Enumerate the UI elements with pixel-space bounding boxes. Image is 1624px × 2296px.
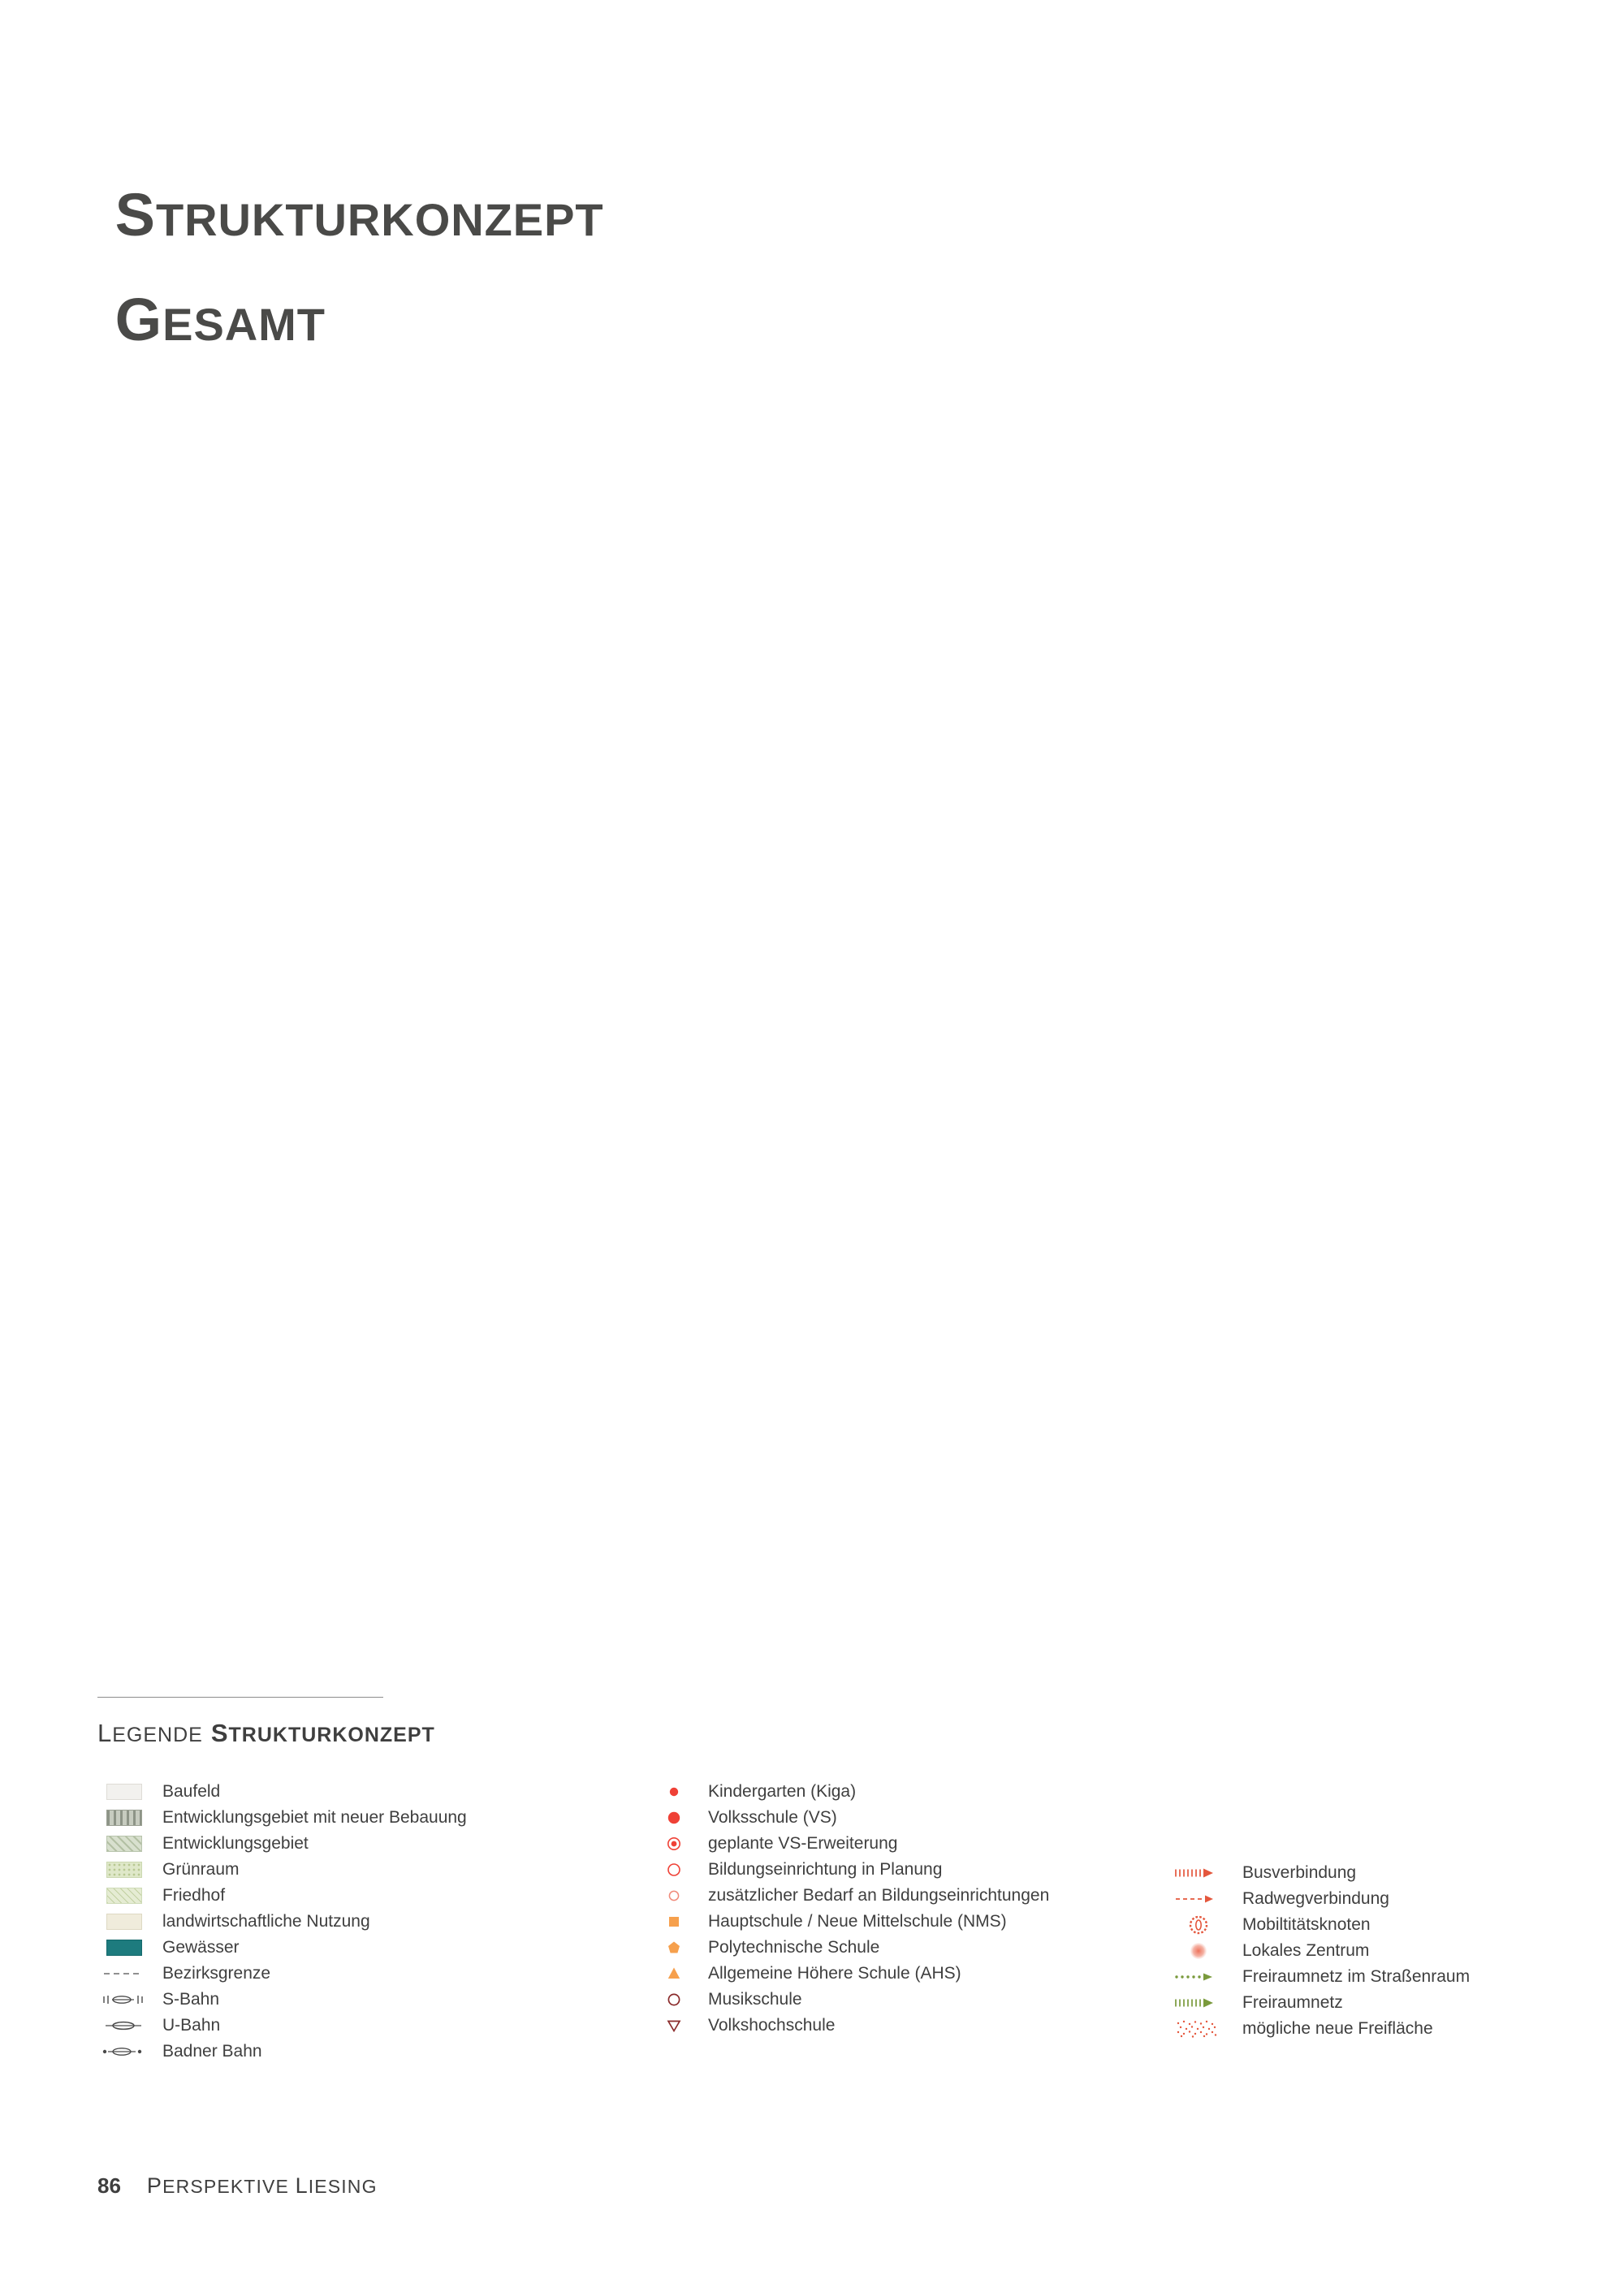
legend-item-musikschule — [658, 1987, 1161, 2013]
legend-item-hauptschule-nms — [658, 1909, 1161, 1935]
legend-item-label: Radwegverbindung — [1242, 1889, 1389, 1909]
legend-item-u-bahn — [97, 2013, 552, 2039]
circle-outline-small-icon — [658, 1885, 690, 1906]
legend-item-label: Entwicklungsgebiet — [162, 1834, 309, 1854]
dot-soft-red-icon — [1169, 1940, 1228, 1962]
legend-item-volkshochschule — [658, 2013, 1161, 2039]
legend-item-kindergarten — [658, 1779, 1161, 1805]
legend-item-label: mögliche neue Freifläche — [1242, 2019, 1433, 2039]
legend-item-label: Bildungseinrichtung in Planung — [708, 1860, 943, 1880]
legend-heading-prefix: LEGENDE — [97, 1719, 203, 1747]
legend-item-label: Badner Bahn — [162, 2042, 262, 2061]
triangle-up-filled-icon — [658, 1963, 690, 1984]
page-title — [97, 162, 1072, 373]
legend-item-baufeld — [97, 1779, 552, 1805]
legend-item-label: Musikschule — [708, 1990, 802, 2009]
legend-item-label: geplante VS-Erweiterung — [708, 1834, 898, 1854]
legend-item-label: Polytechnische Schule — [708, 1938, 880, 1957]
legend-column-bildung — [658, 1779, 1161, 2039]
legend-item-gruenraum — [97, 1857, 552, 1883]
circle-outline-dark-icon — [658, 1989, 690, 2010]
footer-document-title: PERSPEKTIVE LIESING — [146, 2173, 378, 2198]
page-footer — [97, 2173, 378, 2199]
knot-ring-icon — [1169, 1914, 1228, 1936]
legend-item-label: Kindergarten (Kiga) — [708, 1782, 857, 1802]
legend-item-mobilitaetsknoten — [1169, 1912, 1527, 1938]
legend-item-entwicklungsgebiet — [97, 1831, 552, 1857]
legend-item-freiraumnetz-strassenraum — [1169, 1964, 1527, 1990]
legend-item-label: Volkshochschule — [708, 2016, 836, 2035]
arrow-dashed-red-icon — [1169, 1888, 1228, 1910]
swatch-friedhof-icon — [97, 1885, 151, 1906]
legend-column-flaechen — [97, 1779, 552, 2065]
legend-item-bildungseinrichtung-planung — [658, 1857, 1161, 1883]
legend-item-radwegverbindung — [1169, 1886, 1527, 1912]
dot-ring-filled-icon — [658, 1833, 690, 1854]
legend-item-badner-bahn — [97, 2039, 552, 2065]
legend-item-label: Hauptschule / Neue Mittelschule (NMS) — [708, 1912, 1007, 1931]
legend-item-label: Friedhof — [162, 1886, 226, 1905]
page-title-line-2: GESAMT — [114, 285, 326, 353]
triangle-down-outline-icon — [658, 2015, 690, 2036]
pentagon-filled-icon — [658, 1937, 690, 1958]
legend-column-mobilitaet-freiraum — [1169, 1860, 1527, 2042]
swatch-landwirtschaft-icon — [97, 1911, 151, 1932]
legend-item-landwirtschaft — [97, 1909, 552, 1935]
legend — [97, 1697, 1527, 2061]
circle-outline-icon — [658, 1859, 690, 1880]
legend-item-label: Gewässer — [162, 1938, 240, 1957]
arrow-hatched-green-icon — [1169, 1992, 1228, 2013]
page-title-line-1: STRUKTURKONZEPT — [114, 180, 604, 248]
legend-heading — [97, 1719, 1527, 1748]
legend-item-freiraumnetz — [1169, 1990, 1527, 2016]
badner-bahn-line-icon — [97, 2041, 151, 2062]
arrow-dotted-green-icon — [1169, 1966, 1228, 1987]
s-bahn-line-icon — [97, 1989, 151, 2010]
stipple-red-patch-icon — [1169, 2018, 1228, 2039]
legend-item-moegliche-neue-freiflaeche — [1169, 2016, 1527, 2042]
legend-item-label: landwirtschaftliche Nutzung — [162, 1912, 370, 1931]
legend-item-label: Freiraumnetz im Straßenraum — [1242, 1967, 1471, 1987]
legend-item-label: Baufeld — [162, 1782, 221, 1802]
arrow-hatched-red-icon — [1169, 1862, 1228, 1884]
dot-small-filled-icon — [658, 1781, 690, 1802]
legend-item-label: Mobiltitätsknoten — [1242, 1915, 1371, 1935]
swatch-entwicklungsgebiet-neu-icon — [97, 1807, 151, 1828]
legend-item-zusaetzlicher-bedarf — [658, 1883, 1161, 1909]
bezirksgrenze-dashed-line-icon — [97, 1963, 151, 1984]
legend-item-friedhof — [97, 1883, 552, 1909]
dot-filled-icon — [658, 1807, 690, 1828]
legend-item-lokales-zentrum — [1169, 1938, 1527, 1964]
legend-item-label: Allgemeine Höhere Schule (AHS) — [708, 1964, 961, 1983]
square-filled-icon — [658, 1911, 690, 1932]
swatch-gruenraum-icon — [97, 1859, 151, 1880]
legend-item-label: S-Bahn — [162, 1990, 220, 2009]
legend-item-label: Entwicklungsgebiet mit neuer Bebauung — [162, 1808, 467, 1828]
legend-divider — [97, 1697, 383, 1698]
legend-item-label: Bezirksgrenze — [162, 1964, 271, 1983]
legend-heading-bold: STRUKTURKONZEPT — [210, 1719, 435, 1747]
legend-item-label: Volksschule (VS) — [708, 1808, 837, 1828]
legend-item-label: Lokales Zentrum — [1242, 1941, 1370, 1961]
legend-item-s-bahn — [97, 1987, 552, 2013]
swatch-entwicklungsgebiet-icon — [97, 1833, 151, 1854]
legend-item-polytechnische-schule — [658, 1935, 1161, 1961]
legend-item-gewaesser — [97, 1935, 552, 1961]
legend-item-label: Busverbindung — [1242, 1863, 1357, 1883]
legend-item-ahs — [658, 1961, 1161, 1987]
legend-item-bezirksgrenze — [97, 1961, 552, 1987]
legend-item-label: U-Bahn — [162, 2016, 221, 2035]
swatch-gewaesser-icon — [97, 1937, 151, 1958]
legend-item-volksschule — [658, 1805, 1161, 1831]
legend-item-entwicklungsgebiet-neu — [97, 1805, 552, 1831]
legend-item-label: zusätzlicher Bedarf an Bildungseinrichtungen — [708, 1886, 1050, 1905]
legend-item-vs-erweiterung — [658, 1831, 1161, 1857]
legend-item-label: Grünraum — [162, 1860, 240, 1880]
swatch-baufeld-icon — [97, 1781, 151, 1802]
legend-item-label: Freiraumnetz — [1242, 1993, 1343, 2013]
page-number: 86 — [97, 2173, 121, 2198]
u-bahn-line-icon — [97, 2015, 151, 2036]
legend-item-busverbindung — [1169, 1860, 1527, 1886]
